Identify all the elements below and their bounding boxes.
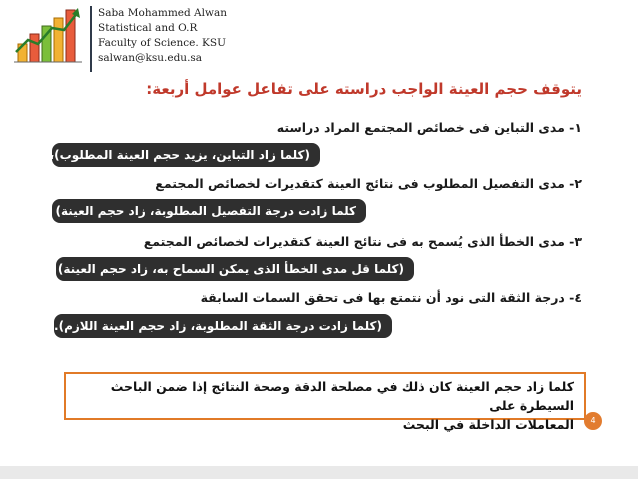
factor-4-text: ٤- درجة الثقة التى نود أن نتمتع بها فى تحقق السمات السابقة — [200, 290, 582, 305]
factor-3-text: ٣- مدى الخطأ الذى يُسمح به فى نتائج العينة كتقديرات لخصائص المجتمع — [143, 234, 582, 249]
factor-2-text: ٢- مدى التفصيل المطلوب فى نتائج العينة كتقديرات لخصائص المجتمع — [155, 176, 582, 191]
author-email: salwan@ksu.edu.sa — [98, 52, 203, 64]
factor-4-highlight: (كلما زادت درجة الثقة المطلوبة، زاد حجم العينة اللازم). — [54, 314, 392, 338]
author-faculty: Faculty of Science. KSU — [98, 37, 226, 49]
slide-heading: يتوقف حجم العينة الواجب دراسته على تفاعل عوامل أربعة: — [146, 80, 582, 98]
page-number-badge: 4 — [584, 412, 602, 430]
summary-note-line-1: كلما زاد حجم العينة كان ذلك في مصلحة الدقة وصحة النتائج إذا ضمن الباحث السيطرة على — [110, 379, 574, 413]
author-name: Saba Mohammed Alwan — [98, 7, 228, 19]
summary-note-line-2: المعاملات الداخلة في البحث — [402, 417, 574, 432]
summary-note-box — [64, 372, 586, 432]
factor-1-text: ١- مدى التباين فى خصائص المجتمع المراد دراسته — [276, 120, 582, 135]
factor-1-highlight: (كلما زاد التباين، يزيد حجم العينة المطلوب)، — [52, 143, 320, 167]
header-divider — [90, 6, 92, 72]
summary-note — [74, 377, 574, 434]
author-block — [98, 6, 227, 66]
factor-2-highlight: كلما زادت درجة التفصيل المطلوبة، زاد حجم العينة) — [52, 199, 366, 223]
author-dept: Statistical and O.R — [98, 22, 198, 34]
chart-logo-icon — [12, 4, 84, 66]
factor-3-highlight: (كلما قل مدى الخطأ الذى يمكن السماح به، زاد حجم العينة) — [56, 257, 414, 281]
footer-bar — [0, 466, 638, 479]
